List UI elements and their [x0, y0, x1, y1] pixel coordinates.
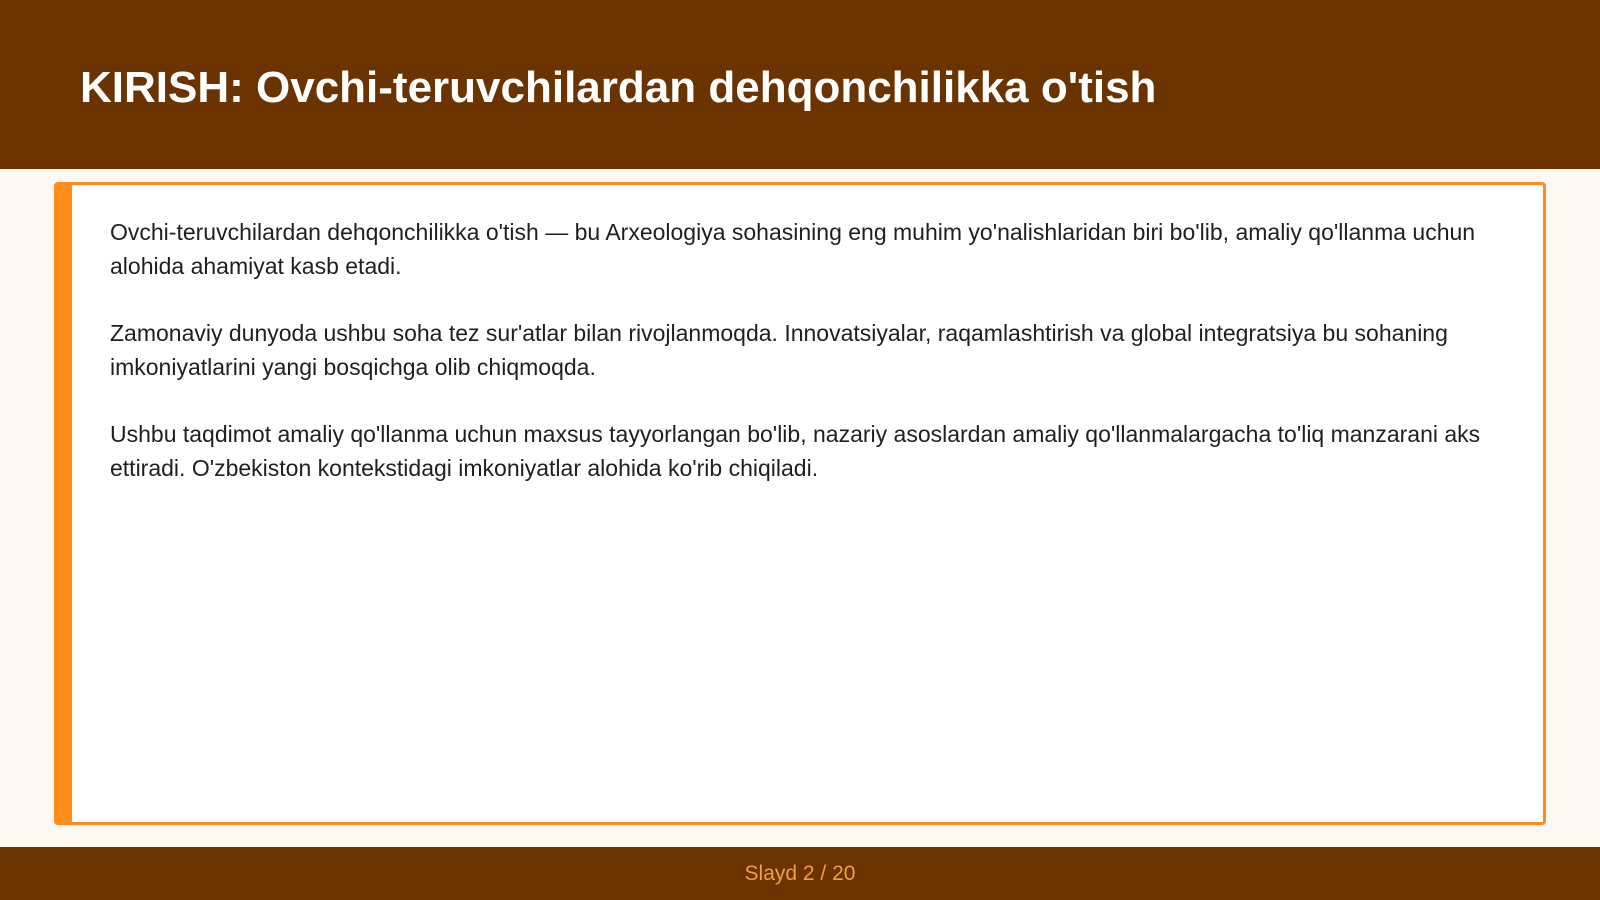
content-panel — [54, 182, 1546, 825]
slide-header — [0, 0, 1600, 169]
paragraph-modern-world: Zamonaviy dunyoda ushbu soha tez sur'atlar bilan rivojlanmoqda. Innovatsiyalar, raqamlashtirish va global integratsiya bu sohaning imkoniyatlarini yangi bosqichga olib chiqmoqda. — [110, 320, 1448, 380]
paragraph-presentation-purpose: Ushbu taqdimot amaliy qo'llanma uchun maxsus tayyorlangan bo'lib, nazariy asoslardan amaliy qo'llanmalargacha to'liq manzarani aks ettiradi. O'zbekiston kontekstidagi imkoniyatlar alohida ko'rib chiqiladi. — [110, 421, 1481, 481]
paragraph-intro: Ovchi-teruvchilardan dehqonchilikka o'tish — bu Arxeologiya sohasining eng muhim yo'nalishlaridan biri bo'lib, amaliy qo'llanma uchun alohida ahamiyat kasb etadi. — [110, 219, 1476, 279]
slide-footer — [0, 847, 1600, 900]
slide-title: KIRISH: Ovchi-teruvchilardan dehqonchilikka o'tish — [80, 63, 1157, 112]
slide-number: Slayd 2 / 20 — [744, 862, 856, 885]
